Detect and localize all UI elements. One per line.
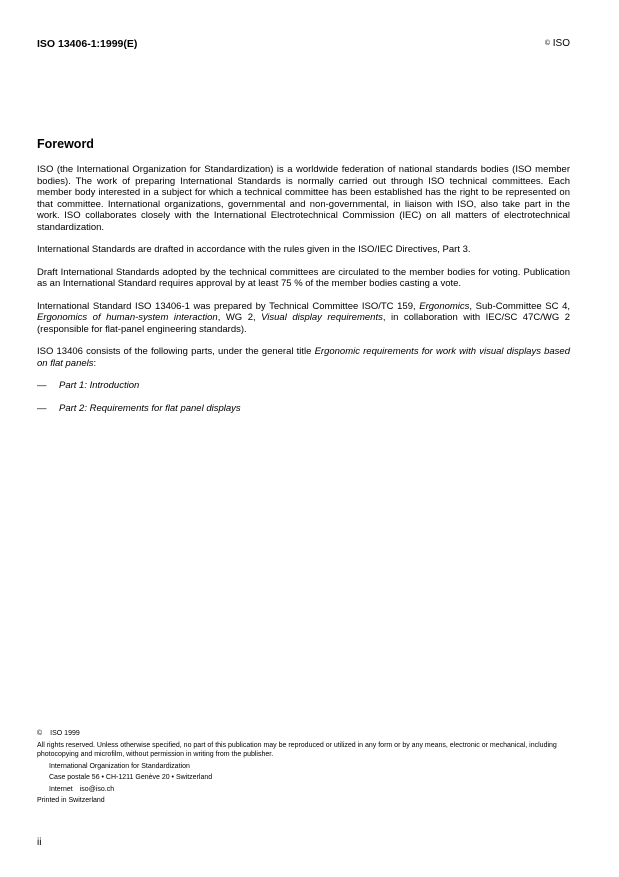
- org-internet: [37, 785, 577, 795]
- copyright-owner: ISO: [552, 38, 570, 49]
- page-number: ii: [37, 837, 42, 848]
- italic-segment: Ergonomic requirements for work with visual displays based on flat panels: [37, 346, 571, 369]
- org-name: International Organization for Standardization: [49, 762, 190, 770]
- section-title: Foreword: [37, 137, 94, 151]
- dash-marker: —: [37, 402, 47, 414]
- copyright-symbol: ©: [544, 40, 550, 47]
- internet-email: iso@iso.ch: [79, 785, 115, 793]
- paragraph-iso-intro: ISO (the International Organization for Standardization) is a worldwide federation of national standards bodies (ISO member bodies). The work of preparing International Standards is normally carried out through ISO technical committees. Each member body interested in a subject for which a technical committee has been established has the right to be represented on that committee. International organizations, governmental and non-governmental, in liaison with ISO, also take part in the work. ISO collaborates closely with the International Electrotechnical Commission (IEC) on all matters of electrotechnical standardization.: [37, 164, 570, 233]
- paragraph-voting: Draft International Standards adopted by the technical committees are circulated to the member bodies for voting. Publication as an International Standard requires approval by at least 75 % of the member bodies casting a vote.: [37, 266, 570, 290]
- paragraph-parts-intro: [37, 346, 570, 369]
- copyright-footer: [37, 729, 577, 806]
- text-segment: , WG 2,: [217, 312, 262, 324]
- copyright-symbol: ©: [37, 730, 43, 737]
- document-id: ISO 13406-1:1999(E): [37, 38, 138, 50]
- header-copyright: [545, 38, 570, 49]
- copyright-line: [37, 729, 577, 739]
- paragraph-preparation: [37, 301, 570, 336]
- dash-marker: —: [37, 380, 47, 392]
- list-item-part-1: [37, 380, 570, 392]
- text-segment: ISO 13406 consists of the following parts, under the general title: [37, 346, 315, 358]
- org-address: Case postale 56 • CH-1211 Genève 20 • Switzerland: [49, 774, 213, 781]
- part-title: Part 2: Requirements for flat panel displays: [59, 402, 241, 414]
- italic-segment: Ergonomics of human-system interaction: [37, 312, 218, 324]
- part-title: Part 1: Introduction: [59, 380, 140, 392]
- italic-segment: Ergonomics: [419, 300, 470, 312]
- internet-label: Internet: [49, 785, 73, 793]
- text-segment: , in collaboration with IEC/SC 47C/WG 2 (responsible for flat-panel engineering standards).: [37, 312, 570, 335]
- rights-notice: All rights reserved. Unless otherwise specified, no part of this publication may be reproduced or utilized in any form or by any means, electronic or mechanical, including photocopying and microfilm, without permission in writing from the publisher.: [37, 741, 557, 758]
- text-segment: International Standard ISO 13406-1 was prepared by Technical Committee ISO/TC 159,: [37, 300, 420, 312]
- list-item-part-2: [37, 403, 570, 415]
- foreword-body: [37, 164, 570, 414]
- copyright-year: ISO 1999: [50, 730, 80, 737]
- printed-in: Printed in Switzerland: [37, 797, 105, 804]
- paragraph-drafting: International Standards are drafted in accordance with the rules given in the ISO/IEC Directives, Part 3.: [37, 244, 471, 256]
- italic-segment: Visual display requirements: [261, 312, 383, 324]
- text-segment: :: [93, 357, 97, 369]
- text-segment: , Sub-Committee SC 4,: [469, 300, 570, 312]
